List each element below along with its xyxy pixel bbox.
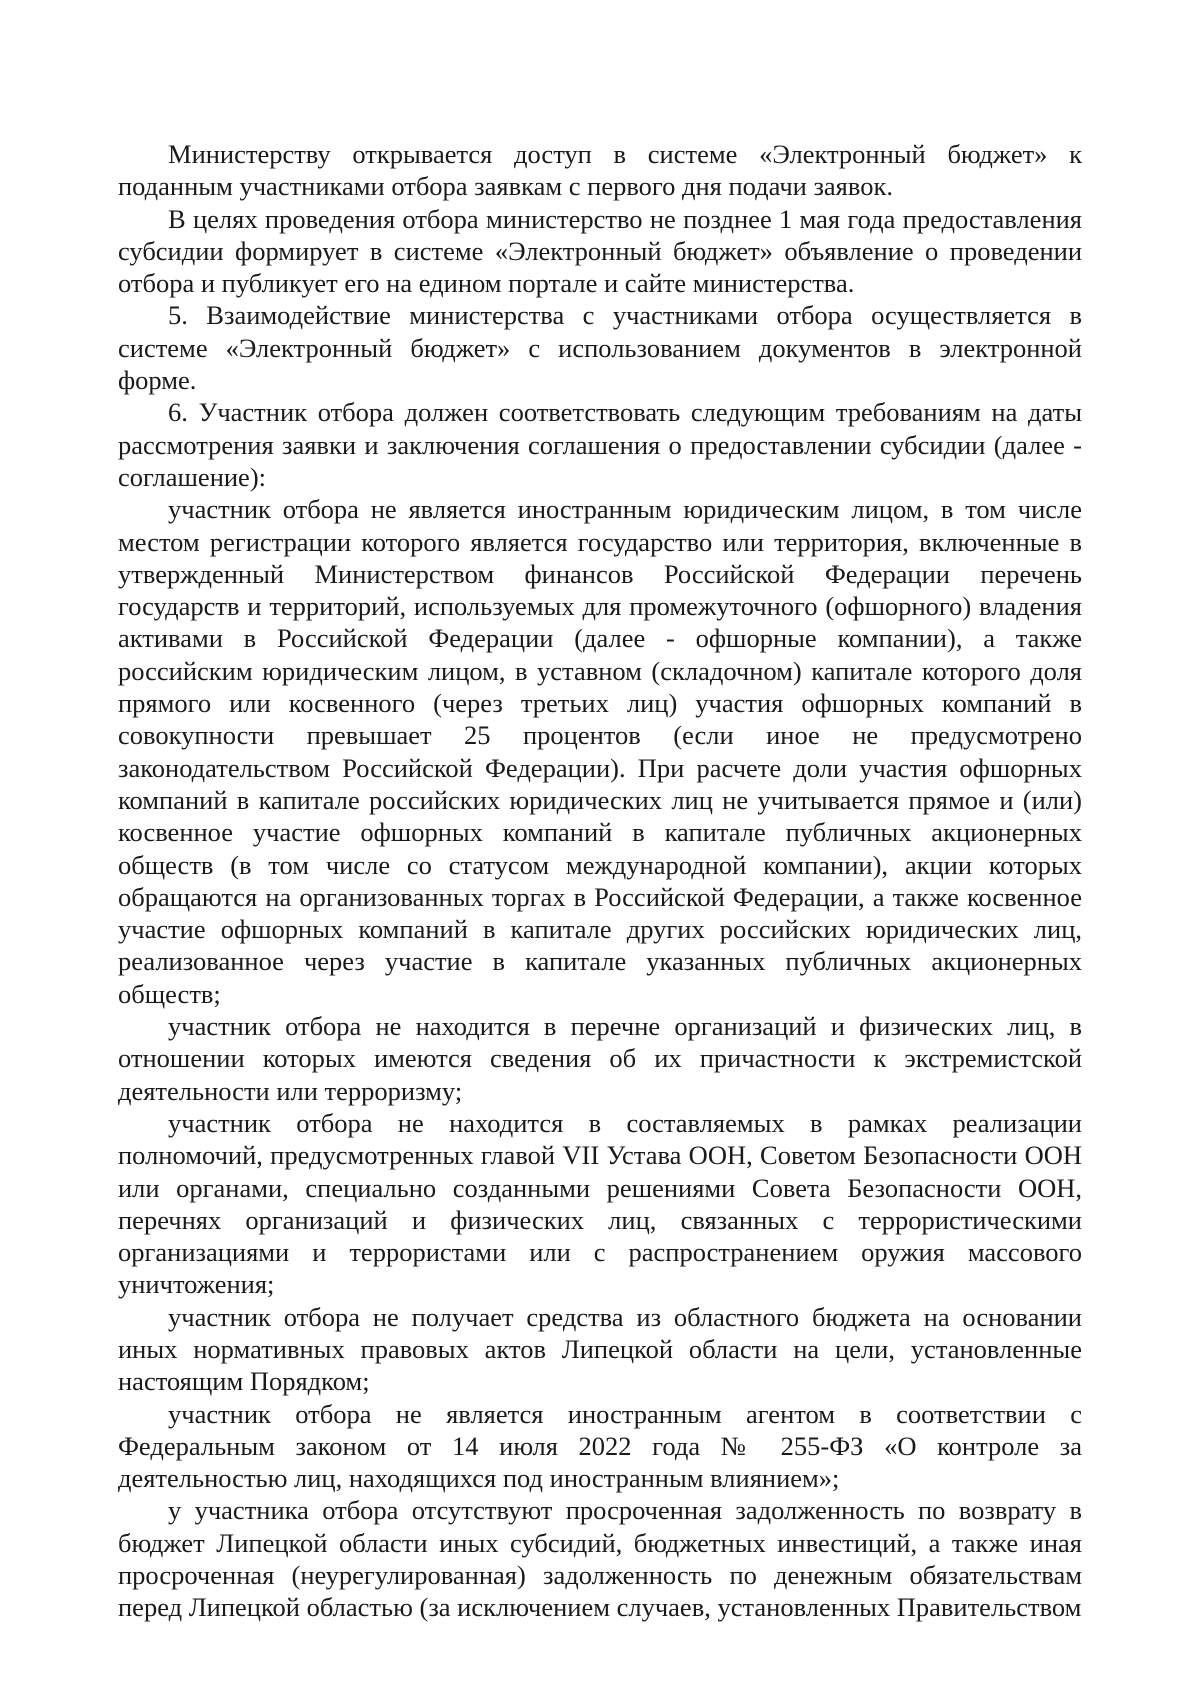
paragraph-foreign-agent-requirement: участник отбора не является иностранным агентом в соответствии с Федеральным законом от 14 июля 2022 года № 255-ФЗ «О контроле за деятельностью лиц, находящихся под иностранным влиянием»; — [118, 1398, 1082, 1494]
paragraph-debt-requirement: у участника отбора отсутствуют просроченная задолженность по возврату в бюджет Липецкой области иных субсидий, бюджетных инвестиций, а также иная просроченная (неурегулированная) задолженность по денежным обязательствам перед Липецкой областью (за исключением случаев, установленных Правительством — [118, 1495, 1082, 1623]
paragraph-extremism-requirement: участник отбора не находится в перечне организаций и физических лиц, в отношении которых имеются сведения об их причастности к экстремистской деятельности или терроризму; — [118, 1011, 1082, 1106]
paragraph-item-5: 5. Взаимодействие министерства с участниками отбора осуществляется в системе «Электронный бюджет» с использованием документов в электронной форме. — [118, 300, 1082, 396]
paragraph-ministry-access: Министерству открывается доступ в системе «Электронный бюджет» к поданным участниками отбора заявкам с первого дня подачи заявок. — [118, 139, 1082, 202]
document-body — [118, 138, 1082, 1624]
paragraph-regional-budget-requirement: участник отбора не получает средства из областного бюджета на основании иных нормативных правовых актов Липецкой области на цели, установленные настоящим Порядком; — [118, 1301, 1082, 1397]
paragraph-un-sanctions-requirement: участник отбора не находится в составляемых в рамках реализации полномочий, предусмотренных главой VII Устава ООН, Советом Безопасности ООН или органами, специально созданными решениями Совета Безопасности ООН, перечнях организаций и физических лиц, связанных с террористическими организациями и террористами или с распространением оружия массового уничтожения; — [118, 1107, 1082, 1300]
paragraph-selection-announcement: В целях проведения отбора министерство не позднее 1 мая года предоставления субсидии формирует в системе «Электронный бюджет» объявление о проведении отбора и публикует его на едином портале и сайте министерства. — [118, 203, 1082, 299]
paragraph-item-6: 6. Участник отбора должен соответствовать следующим требованиям на даты рассмотрения заявки и заключения соглашения о предоставлении субсидии (далее - соглашение): — [118, 397, 1082, 492]
paragraph-offshore-requirement: участник отбора не является иностранным юридическим лицом, в том числе местом регистрации которого является государство или территория, включенные в утвержденный Министерством финансов Российской Федерации перечень государств и территорий, используемых для промежуточного (офшорного) владения активами в Российской Федерации (далее - офшорные компании), а также российским юридическим лицом, в уставном (складочном) капитале которого доля прямого или косвенного (через третьих лиц) участия офшорных компаний в совокупности превышает 25 процентов (если иное не предусмотрено законодательством Российской Федерации). При расчете доли участия офшорных компаний в капитале российских юридических лиц не учитывается прямое и (или) косвенное участие офшорных компаний в капитале публичных акционерных обществ (в том числе со статусом международной компании), акции которых обращаются на организованных торгах в Российской Федерации, а также косвенное участие офшорных компаний в капитале других российских юридических лиц, реализованное через участие в капитале указанных публичных акционерных обществ; — [118, 494, 1082, 1009]
